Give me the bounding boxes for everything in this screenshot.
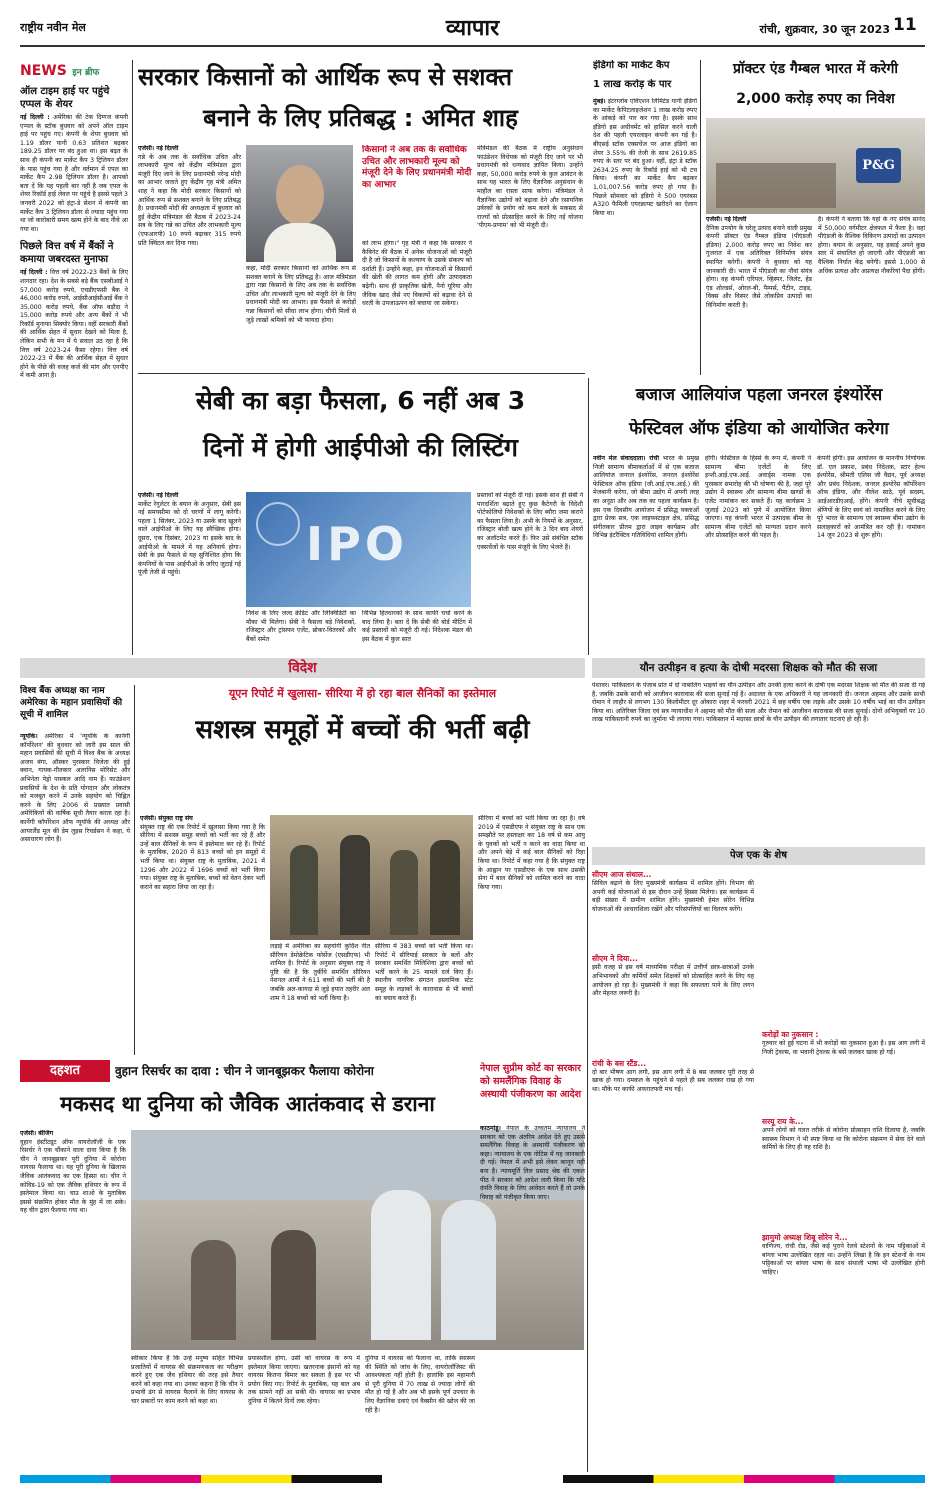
sebi-text-1: मार्केट रेगुलेटर के बयान के अनुसार, सेबी इस नई समयसीमा को दो चरणों में लागू करेगी। पहला 1 सितंबर, 2023 या उसके बाद खुलने वाले आईपीओ के लिए यह स्वैच्छिक होगा। दूसरा, एक दिसंबर, 2023 या इसके बाद के आईपीओ के मामले में यह अनिवार्य होगा। सेबी के इस फैसले से यह सुनिश्चित होगा कि कंपनियों के पास आईपीओ के जरिए जुटाई गई पूंजी तेजी से पहुंचे। bbox=[138, 500, 241, 577]
registration-bar bbox=[20, 1475, 925, 1483]
page-ek-title-4: करोड़ों का नुकसान : bbox=[762, 1030, 819, 1039]
corona-headline: मकसद था दुनिया को जैविक आतंकवाद से डराना bbox=[60, 1092, 435, 1116]
page-ek-title-3: रांची के बस स्टैंड... bbox=[592, 1058, 646, 1068]
page-ek-text-5: अपने लोगों को गलत तरीके से कोरोना प्रोत्साहन राशि दिलाया है, जबकि स्वास्थ्य विभाग ने भी स्पष्ट किया था कि कोरोना संक्रमण में सेवा देने वाले कर्मियों के लिए ही यह राशि है। bbox=[762, 1127, 925, 1152]
pg-text-1: दैनिक उपयोग के घरेलू उत्पाद बनाने वाली प्रमुख कंपनी प्रॉक्टर एंड गैम्बल इंडिया (पीएंडजी इंडिया) 2,000 करोड़ रुपए का निवेश कर गुजरात में एक अतिरिक्त विनिर्माण संयंत्र स्थापित करेगी। कंपनी ने बुधवार को यह जानकारी दी। भारत में पीएंडजी का नौवां संयंत्र होगा। वह कंपनी एरियल, व्हिस्पर, जिलेट, हेड एंड शोल्डर्स, ओरल-बी, पैम्पर्स, पैंटीन, टाइड, विक्स और विस्पर जैसे लोकप्रिय उत्पादों का विनिर्माण करती है। bbox=[706, 224, 812, 309]
lead-pullquote: किसानों ने अब तक के सर्वाधिक उचित और लाभकारी मूल्य को मंजूरी देने के लिए प्रधानमंत्री मोदी का आभार bbox=[362, 145, 472, 190]
amit-shah-photo bbox=[246, 145, 353, 262]
page-ek-col-1 bbox=[592, 870, 754, 1470]
lead-col-1 bbox=[138, 145, 241, 370]
page-ek-text-2: इसी वजह से इस वर्ष माध्यमिक परीक्षा में उत्तीर्ण छात्र-छात्राओं उनके अभिभावकों और कर्मियों समेत शिक्षकों को प्रोत्साहित करने के लिए यह आयोजन हो रहा है। मुख्यमंत्री ने कहा कि सफलता पाने के लिए लगन और मेहनत जरूरी है। bbox=[592, 964, 754, 998]
un-dateline: एजेंसी। संयुक्त राष्ट्र संघ bbox=[140, 815, 193, 822]
page-number: 11 bbox=[893, 15, 917, 35]
madrasa-text: पेशावर। पाकिस्तान के पंजाब प्रांत में दो नाबालिग भाइयों का यौन उत्पीड़न और उनकी हत्या करने के दोषी एक मदरसा शिक्षक को मौत की सजा दी गई है, जबकि उसके साथी को आजीवन कारावास की सजा सुनाई गई है। अदालत के एक अधिकारी ने यह जानकारी दी। जनरल अहमद और उसके साथी रोमान ने लाहौर से लगभग 130 किलोमीटर दूर ओकारा शहर में फरवरी 2021 में छह वर्षीय एक लड़के और उसके 10 वर्षीय भाई का यौन उत्पीड़न किया था। अतिरिक्त जिला एवं सत्र न्यायाधीश ने अहमद को मौत की सजा और रोमान को आजीवन कारावास की सजा सुनाई। दोनों अभियुक्तों पर 10 लाख पाकिस्तानी रुपये का जुर्माना भी लगाया गया। पाकिस्तान में मदरसा छात्रों के यौन उत्पीड़न की लगातार घटनाएं हो रही हैं। bbox=[592, 682, 925, 724]
bajaj-dateline: नवीन मेल संवाददाता। रांची bbox=[593, 455, 659, 462]
child-soldiers-photo bbox=[270, 815, 473, 940]
nepal-dateline: काठमांडू। bbox=[480, 1125, 501, 1132]
corona-dateline: एजेंसी। बीजिंग bbox=[20, 1130, 54, 1137]
bajaj-col-2: होंगी। फेस्टिवल के हिस्से के रूप में, कंपनी ने सामान्य बीमा एजेंटों के लिए इन्शी.आई.एफ.आई. अवार्ड्स नामक एक पुरस्कार समारोह की भी घोषणा की है, जहां पूरे उद्योग में स्वास्थ्य और सामान्य बीमा खण्डों के एजेंट नामांकन कर सकते हैं। यह कार्यक्रम 3 जुलाई 2023 को पुणे में आयोजित किया जाएगा। यह कंपनी भारत में उत्पादक बीमा के सामान्य बीमा एजेंटों को मान्यता प्रदान करने और प्रोत्साहित करने की पहल है। bbox=[705, 455, 811, 540]
lead-dateline: एजेंसी। नई दिल्ली bbox=[138, 145, 179, 152]
dateline: रांची, शुक्रवार, 30 जून 2023 bbox=[759, 23, 890, 36]
pg-dateline: एजेंसी। नई दिल्ली bbox=[706, 216, 747, 223]
lead-col-3: को लाभ होगा।" गृह मंत्री ने कहा कि सरकार ने कैबिनेट की बैठक में अनेक योजनाओं को मंजूरी दी है जो किसानों के कल्याण के उसके संकल्प को दर्शाती हैं। उन्होंने कहा, इन योजनाओं से किसानों की खेती की लागत कम होगी और उत्पादकता बढ़ेगी। साथ ही प्राकृतिक खेती, नैनो यूरिया और जैविक खाद जैसे नए विकल्पों को बढ़ावा देने से धरती के उपजाऊपन को बचाया जा सकेगा। bbox=[362, 240, 472, 308]
pg-logo: P&G bbox=[856, 148, 901, 183]
un-col-4: सीरिया में बच्चों को भर्ती किया जा रहा है। वर्ष 2019 में एसडीएफ ने संयुक्त राष्ट्र के साथ एक समझौते पर हस्ताक्षर कर 18 वर्ष से कम आयु के युवकों को भर्ती न करने का वादा किया था और अपने बेड़े में कई बाल सैनिकों को रिहा किया था। रिपोर्ट में कहा गया है कि संयुक्त राष्ट्र के आह्वान पर एसडीएफ के एक साथ उसकी सेना में बाल सैनिकों को शामिल करने का वादा किया गया। bbox=[478, 815, 585, 891]
pg-headline-1: प्रॉक्टर एंड गैम्बल भारत में करेगी bbox=[732, 61, 899, 77]
nepal-headline: नेपाल सुप्रीम कोर्ट का सरकार को समलैंगिक विवाह के अस्थायी पंजीकरण का आदेश bbox=[480, 1063, 582, 1100]
masthead bbox=[0, 0, 945, 50]
un-col-2: लड़ाई में अमेरिका का सहयोगी कुर्दिश नीत सीरियन डेमोक्रेटिक फोर्सेज (एसडीएफ) भी शामिल है। रिपोर्ट के अनुसार संयुक्त राष्ट्र ने पुष्टि की है कि तुर्कीये समर्थित सीरियन नेशनल आर्मी ने 611 बच्चों की भर्ती की है जबकि अल-कायदा से जुड़े हयात तहरीर अल शाम ने 18 बच्चों को भर्ती किया है। bbox=[270, 943, 370, 1002]
lead-headline-1: सरकार किसानों को आर्थिक रूप से सशक्त bbox=[138, 63, 513, 91]
page-ek-title-5: सरयू राय के... bbox=[762, 1117, 804, 1127]
sebi-headline-2: दिनों में होगी आईपीओ की लिस्टिंग bbox=[203, 433, 518, 462]
brief-headline-1: ऑल टाइम हाई पर पहुंचे एप्पल के शेयर bbox=[20, 86, 110, 110]
brief-headline-2: पिछले वित्त वर्ष में बैंकों ने कमाया जबरदस्त मुनाफा bbox=[20, 241, 114, 266]
page-ek-title-6: झामुमो अध्यक्ष शिबू सोरेन ने... bbox=[762, 1232, 848, 1242]
brief-text-1: अमेरिका की टेक दिग्गज कंपनी एप्पल के स्टॉक बुधवार को अपने ऑल टाइम हाई पर पहुंच गए। कंपनी के शेयर बुधवार को 1.19 डॉलर यानी 0.63 प्रतिशत बढ़कर 189.25 डॉलर पर बंद हुआ था। इस बढ़त के साथ ही कंपनी का मार्केट कैप 3 ट्रिलियन डॉलर के पास पहुंच गया है और वर्तमान में एपल का मार्केट कैप 2.98 ट्रिलियन डॉलर है। आपको बता दें कि यह पहली बार नहीं है जब एपल के शेयर रिकॉर्ड हाई लेवल पर पहुंचे है इससे पहले 3 जनवरी 2022 को इंट्रा-डे सेशन में कंपनी का मार्केट कैप 3 ट्रिलियन डॉलर से ज्यादा पहुंच गया था जो कारोबारी समय खत्म होने के बाद नीचे आ गया था। bbox=[20, 114, 128, 233]
page-ek-text-4: गुरुवार को हुई घटना में भी करोड़ों का नुकसान हुआ है। इस आग लगी में निजी ट्रेवल्स, वा भवानी ट्रेवल्स के बसें जलकर खाक हो गईं। bbox=[762, 1040, 925, 1056]
corona-kicker: वुहान रिसर्चर का दावा : चीन ने जानबूझकर फैलाया कोरोना bbox=[115, 1064, 374, 1078]
videsh-band: विदेश bbox=[20, 658, 585, 678]
pg-headline-2: 2,000 करोड़ रुपए का निवेश bbox=[736, 91, 895, 107]
bajaj-headline-1: बजाज आलियांज पहला जनरल इंश्योरेंस bbox=[635, 385, 883, 405]
brief-dateline-1: नई दिल्ली : bbox=[20, 114, 50, 121]
indigo-headline-2: 1 लाख करोड़ के पार bbox=[593, 79, 672, 90]
corona-col-2: स्वीकार किया है कि उन्हें मनुष्य सहित विभिन्न प्रजातियों में वायरस की संक्रमणकता का परीक्षण करने हुए एक जैव हथियार की तरह इसे तैयार करने को कहा गया था। उनका कहना है कि चीन ने प्रभावी ढंग से वायरस फैलाने के लिए वायरस के चार प्रकारों पर काम करने को कहा था। bbox=[131, 1355, 243, 1405]
nepal-text: नेपाल के उच्चतम न्यायालय ने सरकार को एक अंतरिम आदेश देते हुए उससे समलैंगिक विवाह के अस्थायी पंजीकरण को कहा। न्यायालय के एक नोटिस में यह जानकारी दी गई। नेपाल में अभी इसे लेकर कानून नहीं बना है। न्यायमूर्ति तिल प्रसाद श्रेष्ठ की एकल पीठ ने सरकार को आदेश जारी किया कि यदि दंपति विवाह के लिए आवेदन करते हैं तो उनके विवाह को पंजीकृत किया जाए। bbox=[480, 1125, 585, 1201]
ipo-graphic bbox=[246, 492, 471, 607]
corona-col-3: प्रयासशील होगा, उसी को वायरस के रूप में इस्तेमाल किया जाएगा। खतरनाक इंसानों को यह वायरस कितना बिमार कर सकता है इस पर भी प्रयोग किए गए। रिपोर्ट के मुताबिक, यह बात अब तक सामने नहीं आ सकी थी। वायरस का प्रभाव दुनिया में कितने दिनों तक रहेगा। bbox=[248, 1355, 360, 1405]
paper-name: राष्ट्रीय नवीन मेल bbox=[20, 21, 86, 34]
news-tag-sub: इन ब्रीफ bbox=[72, 68, 100, 78]
lead-headline-2: बनाने के लिए प्रतिबद्ध : अमित शाह bbox=[203, 104, 518, 132]
world-headline: विश्व बैंक अध्यक्ष का नाम अमेरिका के महान प्रवासियों की सूची में शामिल bbox=[20, 686, 123, 720]
pg-office-photo bbox=[706, 118, 925, 214]
indigo-text: इंटरग्लोब एविएशन लिमिटेड यानी इंडिगो का मार्केट कैपिटलाइजेशन 1 लाख करोड़ रुपए के आंकड़े को पार कर गया है। इसके साथ इंडिगो इस अचीवमेंट को हासिल करने वाली देश की पहली एयरलाइन कंपनी बन गई है। बीएसई स्टॉक एक्सचेंज पर आज इंडिगो का शेयर 3.55% की तेजी के साथ 2619.85 रुपए के स्तर पर बंद हुआ। वहीं, इंट्रा डे स्टॉक 2634.25 रुपए के रिकॉर्ड हाई को भी टच किया। कंपनी का मार्केट कैप बढ़कर 1,01,007.56 करोड़ रुपए हो गया है। पिछले सोमवार को इंडिगो ने 500 एयरबस A320 फैमिली एयरक्राफ्ट खरीदने का ऐलान किया था। bbox=[593, 98, 697, 217]
lead-text-1: गन्ने के अब तक के सर्वाधिक उचित और लाभकारी मूल्य को केंद्रीय मंत्रिमंडल द्वारा मंजूरी दिए जाने के लिए प्रधानमंत्री नरेन्द्र मोदी का आभार जताते हुए केंद्रीय गृह मंत्री अमित शाह ने कहा कि मोदी सरकार किसानों को आर्थिक रूप से सशक्त बनाने के लिए प्रतिबद्ध है। प्रधानमंत्री मोदी की अध्यक्षता में बुधवार को हुई केंद्रीय मंत्रिमंडल की बैठक में 2023-24 सत्र के लिए गन्ने का उचित और लाभकारी मूल्य (एफआरपी) 10 रुपये बढ़ाकर 315 रुपये प्रति क्विंटल कर दिया गया। bbox=[138, 153, 241, 247]
lead-col-4: मंत्रिमंडल की बैठक में राष्ट्रीय अनुसंधान फाउंडेशन विधेयक को मंजूरी दिए जाने पर भी प्रधानमंत्री को धन्यवाद ज्ञापित किया। उन्होंने कहा, 50,000 करोड़ रुपये के कुल आवंटन के साथ यह भारत के लिए वैज्ञानिक अनुसंधान के माहौल का रास्ता साफ करेगा। मंत्रिमंडल ने वैज्ञानिक उद्योगों को बढ़ावा देने और रसायनिक उर्वरकों के प्रयोग को कम करने के मकसद से राज्यों को प्रोत्साहित करने के लिए नई योजना 'पीएम-प्रणाम' को भी मंजूरी दी। bbox=[477, 145, 583, 230]
page-ek-band: पेज एक के शेष bbox=[592, 847, 925, 865]
sebi-col-3: विभिन्न हितधारकों के साथ काफी चर्चा करने के बाद लिया है। बता दें कि सेबी की बोर्ड मीटिंग में कई प्रस्तावों को मंजूरी दी गई। निदेशक मंडल की इस बैठक में कुल सात bbox=[362, 610, 472, 643]
section-title: व्यापार bbox=[445, 16, 500, 41]
sebi-headline-1: सेबी का बड़ा फैसला, 6 नहीं अब 3 bbox=[195, 386, 526, 415]
page-ek-text-6: वाणिज्य, रांची रोड, जैसे कई पुराने रेलवे स्टेशनों के नाम पट्टिकाओं में बांग्ला भाषा उल्लेखित रहता था। उन्होंने लिखा है कि इन स्टेशनों के नाम पट्टिकाओं पर बांग्ला भाषा के साथ संथाली भाषा भी उल्लेखित होनी चाहिए। bbox=[762, 1242, 925, 1276]
page-ek-title-2: सीएम ने दिया... bbox=[592, 954, 638, 964]
brief-text-2: वित्त वर्ष 2022-23 बैंकों के लिए शानदार रहा। देश के सबसे बड़े बैंक एसबीआई ने 57,000 करोड़ रुपये, एचडीएफसी बैंक ने 46,000 करोड़ रुपये, आईसीआईसीआई बैंक ने 35,000 करोड़ रुपये, बैंक ऑफ बड़ौदा ने 15,000 करोड़ रुपये और अन्य बैंकों ने भी रिकॉर्ड मुनाफा सिक्योर किया। वहीं सरकारी बैंकों की आर्थिक सेहत में सुधार देखने को मिला है, लेकिन सभी के मन में ये सवाल उठ रहा है कि वित्त वर्ष 2023-24 कैसा रहेगा। वित्त वर्ष 2022-23 में बैंक की आर्थिक सेहत में सुधार होने के पीछे की वजह कर्ज की मांग और एनपीए में कमी आना है। bbox=[20, 269, 128, 380]
sebi-col-2: निवेश के लिए जल्द क्रेडिट और लिक्विडिटी का मौका भी मिलेगा। सेबी ने फैसला बड़े निवेशकों, रजिस्ट्रार और ट्रांसफर एजेंट, ब्रोकर-वितरकों और बैंकों समेत bbox=[246, 610, 356, 643]
brief-dateline-2: नई दिल्ली : bbox=[20, 269, 48, 277]
un-headline: सशस्त्र समूहों में बच्चों की भर्ती बढ़ी bbox=[195, 715, 530, 745]
ipo-text: IPO bbox=[306, 517, 408, 571]
un-text-1: संयुक्त राष्ट्र की एक रिपोर्ट में खुलासा किया गया है कि सीरिया में सशस्त्र समूह बच्चों को भर्ती कर रहे हैं और उन्हें बाल सैनिकों के रूप में इस्तेमाल कर रहे हैं। रिपोर्ट के मुताबिक, 2020 में 813 बच्चों को इन समूहों में भर्ती किया था। संयुक्त राष्ट्र के मुताबिक, 2021 में 1296 और 2022 में 1696 बच्चों को भर्ती किया गया। संयुक्त राष्ट्र के मुताबिक, बच्चों को वेतन देकर भर्ती कराने का सहारा लिया जा रहा है। bbox=[140, 823, 265, 891]
corona-col-4: दुनिया में वायरस को फैलाना था, ताकि स्वास्थ्य की स्थिति को जांच के लिए, वायरोलॉजिस्ट की आवश्यकता नहीं होती है। हालांकि इस महामारी से पूरी दुनिया में 70 लाख से ज्यादा लोगों की मौत हो गई है और अब भी इसके पूर्ण उपचार के लिए वैज्ञानिक दवाएं एवं वैक्सीन की खोज की जा रही है। bbox=[365, 1355, 475, 1414]
bajaj-col-3: कंपनी होंगी। इस आयोजन के माननीय निर्णायक डॉ. एल प्रकाश, प्रबंध निदेशक, स्टार हेल्थ इंश्योरेंस, श्रीमती एलिस जी वैद्यन, पूर्व अध्यक्ष और प्रबंध निदेशक, जनरल इंश्योरेंस कॉर्पोरेशन ऑफ इंडिया, और नीलेश साठे, पूर्व सदस्य, आईआरडीएआई, होंगे। कंपनी नीचे सूचीबद्ध श्रेणियों के लिए स्वयं को नामांकित करने के लिए पूरे भारत के सामान्य एवं स्वास्थ्य बीमा उद्योग के सलाहकारों को आमंत्रित कर रही है। नामांकन 14 जुन 2023 से शुरू होंगे। bbox=[817, 455, 925, 540]
world-text: अमेरिका में 'न्यूयॉर्क के कार्नेगी कॉर्पोरेशन' की बुधवार को जारी इस साल की महान प्रवासियों की सूची में विश्व बैंक के अध्यक्ष अजय बंगा, ऑस्कर पुरस्कार विजेता की हुई क्वान, गायक-गीतकार अलानिस मोरिसेट और अभिनेता पेड्रो पास्कल आदि नाम हैं। फाउंडेशन प्रवासियों के देश के प्रति योगदान और लोकतंत्र को मजबूत करने में उनके सहयोग को चिह्नित करने के लिए 2006 से प्रख्यात प्रवासी अमेरिकियों की वार्षिक सूची तैयार करता रहा है। कार्नेगी कॉर्पोरेशन ऑफ न्यूयॉर्क की अध्यक्ष और आयरलैंड मूल की डेम लुइस रिचर्डसन ने कहा, ये असाधारण लोग हैं। bbox=[20, 733, 130, 844]
bajaj-text-1: भारत के प्रमुख निजी सामान्य बीमाकर्ताओं में से एक बजाज आलियांज जनरल इंश्योरेंस, जनरल इंश्योरेंस फेस्टिवल ऑफ इंडिया (जी.आई.एफ.आई.) की मेजबानी करेगा, जो बीमा उद्योग में अपनी तरह का अनूठा और अब तक का पहला कार्यक्रम है। इस एक दिवसीय आयोजन में प्रसिद्ध वक्ताओं द्वारा प्रेरक सत्र, एक लाइफस्टाइल क्षेत्र, प्रसिद्ध संगीतकार प्रीतम द्वारा लाइव कार्यक्रम और विभिन्न इंटरैक्टिव गतिविधियां शामिल होंगी। bbox=[593, 455, 699, 540]
sebi-dateline: एजेंसी। नई दिल्ली bbox=[138, 492, 179, 499]
news-brief-column bbox=[20, 60, 128, 660]
indigo-headline-1: इंडिगो का मार्केट कैप bbox=[593, 60, 670, 71]
pg-col-2: है। कंपनी ने बताया कि यहां के नए संयंत्र सानंद में 50,000 वर्गमीटर क्षेत्रफल में फैला है। वहां पीएंडजी के वैश्विक विकिरण उत्पादों का उत्पादन होगा। बयान के अनुसार, यह इकाई अपने कुछ स्तर में संचालित हो जाएगी और पीएंडजी का वैश्विक निर्यात केंद्र बनेगी। इससे 1,000 से अधिक प्रत्यक्ष और अप्रत्यक्ष नौकरियां पैदा होंगी। bbox=[818, 216, 925, 275]
lead-col-2: कहा, मोदी सरकार किसानों को आर्थिक रूप से सशक्त बनाने के लिए प्रतिबद्ध है। आज मंत्रिमंडल द्वारा गन्ना किसानों के लिए अब तक के सर्वाधिक उचित और लाभकारी मूल्य को मंजूरी देने के लिए प्रधानमंत्री मोदी का आभार। इस फैसले से करोड़ों गन्ना किसानों को सीधा लाभ होगा। चीनी मिलों से जुड़े लाखों श्रमिकों को भी फायदा होगा। bbox=[246, 265, 356, 324]
bajaj-headline-2: फेस्टिवल ऑफ इंडिया को आयोजित करेगा bbox=[629, 419, 889, 439]
madrasa-headline: यौन उत्पीड़न व हत्या के दोषी मदरसा शिक्षक को मौत की सजा bbox=[592, 658, 925, 678]
corona-tag: दहशत bbox=[20, 1060, 110, 1082]
sebi-col-4: प्रस्तावों को मंजूरी दी गई। इसके साथ ही सेबी ने पारदर्शिता बढ़ाते हुए कुछ कैटेगरी के विदेशी पोर्टफोलियो निवेशकों के लिए ब्यौरा जमा कराने का फैसला लिया है। अभी के नियमों के अनुसार, रजिस्ट्रार बोली खत्म होने के 3 दिन बाद शेयरों का अलॉटमेंट करते हैं। फिर उसे संबंधित स्टॉक एक्सचेंजों के पास मंजूरी के लिए भेजते हैं। bbox=[477, 492, 583, 551]
indigo-dateline: मुंबई। bbox=[593, 98, 606, 105]
page-ek-col-2 bbox=[762, 870, 925, 1470]
news-tag: NEWS bbox=[20, 63, 67, 79]
page-ek-text-3: दो बार भीषण आग लगी, इस आग लगी में 8 बस जलकर पूरी तरह से खाक हो गया। दमकल के पहुंचने से पहले ही सब जलकर राख हो गया था। मौके पर काफी अफरातफरी मच गई। bbox=[592, 1068, 754, 1093]
world-dateline: न्यूयॉर्क। bbox=[20, 733, 38, 740]
un-kicker: यूएन रिपोर्ट में खुलासा- सीरिया में हो रहा बाल सैनिकों का इस्तेमाल bbox=[228, 687, 497, 700]
page-ek-text-1: सिविल बढ़ाने के लिए मुख्यमंत्री कार्यक्रम में शामिल होंगे। विभाग की अपनी कई योजनाओं से इस दौरान उन्हें हिस्सा मिलेगा। इस कार्यक्रम में बड़ी संख्या में ग्रामीण शामिल होंगे। मुख्यमंत्री हेमंत सोरेन विभिन्न योजनाओं की आधारशिला रखेंगे और परिसंपत्तियों का वितरण करेंगे। bbox=[592, 880, 754, 913]
corona-text-1: वुहान इंस्टीट्यूट ऑफ वायरोलॉजी के एक रिसर्चर ने एक चौंकाने वाला दावा किया है कि चीन ने जानबूझकर पूरी दुनिया में कोरोना वायरस फैलाया था। यह पूरी दुनिया के खिलाफ जैविक आतंकवाद का एक हिस्सा था। चीन ने कोविड-19 को एक जैविक हथियार के रूप में इस्तेमाल किया था। चाउ शाओ के मुताबिक इससे संक्रमित होकर मौत के मुंह में जा सके। यह चीन द्वारा फैलाया गया था। bbox=[20, 1138, 126, 1215]
page-ek-title-1: सीएम आज संथाल... bbox=[592, 870, 652, 879]
un-col-3: सीरिया में 383 बच्चों को भर्ती किया था। रिपोर्ट में सीरियाई सरकार के बलों और सरकार समर्थित मिलिशिया द्वारा बच्चों को भर्ती करने के 25 मामले दर्ज किए हैं। स्थानीय नागरिक संगठन इस्लामिक स्टेट समूह के लड़ाकों के कारावास से भी बच्चों का बचाव करते हैं। bbox=[375, 943, 473, 1002]
